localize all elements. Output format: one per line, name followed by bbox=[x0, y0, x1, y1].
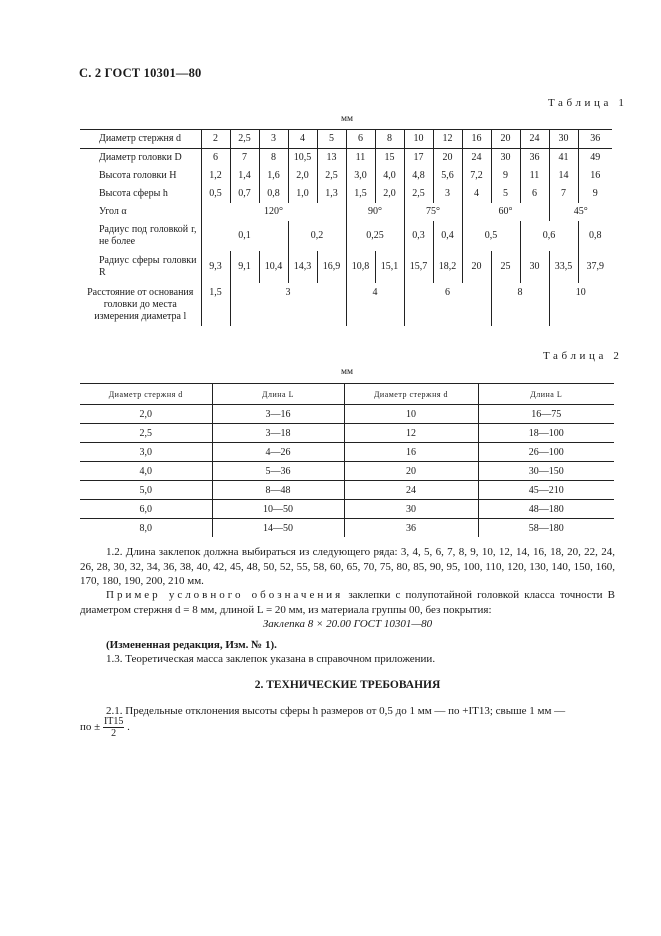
cell: 49 bbox=[578, 149, 612, 168]
cell: 120° bbox=[201, 203, 346, 221]
example-lead: Пример условного обозначения bbox=[106, 589, 344, 601]
table1-unit: мм bbox=[341, 114, 354, 124]
cell: 0,4 bbox=[433, 221, 462, 251]
table1-row-angle bbox=[80, 203, 612, 221]
cell: 6 bbox=[404, 283, 491, 326]
cell: 24 bbox=[520, 130, 549, 149]
cell: 10,4 bbox=[259, 251, 288, 283]
cell: 16 bbox=[462, 130, 491, 149]
paragraph-2-1: 2.1. Предельные отклонения высоты сферы h размеров от 0,5 до 1 мм — по +IT13; свыше 1 мм — bbox=[106, 705, 566, 717]
cell: 5—36 bbox=[212, 462, 344, 481]
table1-row-l bbox=[80, 283, 612, 326]
cell: 1,3 bbox=[317, 185, 346, 203]
cell: 5,0 bbox=[80, 481, 212, 500]
cell: 48—180 bbox=[478, 500, 614, 519]
row-label: Высота сферы h bbox=[80, 185, 201, 203]
row-label: Радиус под головкой r, не более bbox=[80, 221, 201, 251]
cell: 4,0 bbox=[375, 167, 404, 185]
cell: 2,0 bbox=[375, 185, 404, 203]
cell: 16 bbox=[344, 443, 478, 462]
cell: 4—26 bbox=[212, 443, 344, 462]
table1-row-D bbox=[80, 149, 612, 168]
cell: 1,5 bbox=[201, 283, 230, 326]
table-row bbox=[80, 405, 614, 424]
cell: 1,0 bbox=[288, 185, 317, 203]
cell: 45° bbox=[549, 203, 612, 221]
cell: 25 bbox=[491, 251, 520, 283]
cell: 3—16 bbox=[212, 405, 344, 424]
cell: 20 bbox=[433, 149, 462, 168]
table1-row-r bbox=[80, 221, 612, 251]
cell: 1,2 bbox=[201, 167, 230, 185]
cell: 10—50 bbox=[212, 500, 344, 519]
cell: 14 bbox=[549, 167, 578, 185]
cell: 2 bbox=[201, 130, 230, 149]
table1-row-d bbox=[80, 130, 612, 149]
cell: 12 bbox=[344, 424, 478, 443]
plusminus-prefix: по ± bbox=[80, 721, 101, 734]
cell: 41 bbox=[549, 149, 578, 168]
cell: 9,1 bbox=[230, 251, 259, 283]
col-header: Длина L bbox=[212, 384, 344, 405]
cell: 13 bbox=[317, 149, 346, 168]
cell: 3,0 bbox=[346, 167, 375, 185]
table1-caption: Таблица 1 bbox=[548, 97, 628, 109]
page-header: С. 2 ГОСТ 10301—80 bbox=[79, 66, 202, 80]
fraction-it15-over-2 bbox=[103, 716, 124, 739]
designation-example: Заклепка 8 × 20.00 ГОСТ 10301—80 bbox=[262, 618, 433, 630]
cell: 2,5 bbox=[230, 130, 259, 149]
cell: 0,25 bbox=[346, 221, 404, 251]
cell: 0,3 bbox=[404, 221, 433, 251]
cell: 7 bbox=[549, 185, 578, 203]
paragraph-example bbox=[80, 588, 615, 617]
table2-header-row bbox=[80, 384, 614, 405]
table-row bbox=[80, 500, 614, 519]
cell: 2,5 bbox=[80, 424, 212, 443]
cell: 18—100 bbox=[478, 424, 614, 443]
section-2-heading: 2. ТЕХНИЧЕСКИЕ ТРЕБОВАНИЯ bbox=[254, 679, 441, 691]
cell: 7,2 bbox=[462, 167, 491, 185]
cell: 9 bbox=[491, 167, 520, 185]
fraction-denominator: 2 bbox=[111, 728, 117, 739]
paragraph-2-1-tail bbox=[80, 716, 615, 739]
cell: 3 bbox=[230, 283, 346, 326]
cell: 2,0 bbox=[288, 167, 317, 185]
cell: 20 bbox=[344, 462, 478, 481]
cell: 4,0 bbox=[80, 462, 212, 481]
cell: 36 bbox=[344, 519, 478, 538]
paragraph-1-2: 1.2. Длина заклепок должна выбираться из следующего ряда: 3, 4, 5, 6, 7, 8, 9, 10, 12, 14, 16, 18, 20, 22, 24, 26, 28, 30, 32, 34, 36, 38, 40, 42, 45, 48, 50, 52, 55, 58, 60, 65, 70, 75, 80, 85, 90, 95, 100, 110, 120, 130, 140, 150, 160, 170, 180, 190, 200, 210 мм. bbox=[80, 546, 615, 587]
col-header: Длина L bbox=[478, 384, 614, 405]
table1-row-h bbox=[80, 185, 612, 203]
row-label: Радиус сферы головки R bbox=[80, 251, 201, 283]
cell: 2,0 bbox=[80, 405, 212, 424]
col-header: Диаметр стержня d bbox=[344, 384, 478, 405]
cell: 6,0 bbox=[80, 500, 212, 519]
row-label: Высота головки H bbox=[80, 167, 201, 185]
cell: 9,3 bbox=[201, 251, 230, 283]
cell: 2,5 bbox=[404, 185, 433, 203]
cell: 15,7 bbox=[404, 251, 433, 283]
cell: 0,6 bbox=[520, 221, 578, 251]
cell: 26—100 bbox=[478, 443, 614, 462]
paragraph-1-3: 1.3. Теоретическая масса заклепок указана в справочном приложении. bbox=[106, 653, 436, 665]
example-rest: заклепки с полупотайной головкой класса точности В диаметром стержня d = 8 мм, длиной L = 20 мм, из материала группы 00, без покрытия: bbox=[80, 589, 615, 616]
cell: 17 bbox=[404, 149, 433, 168]
cell: 18,2 bbox=[433, 251, 462, 283]
cell: 8 bbox=[375, 130, 404, 149]
cell: 1,5 bbox=[346, 185, 375, 203]
row-label: Угол α bbox=[80, 203, 201, 221]
cell: 8—48 bbox=[212, 481, 344, 500]
cell: 10 bbox=[404, 130, 433, 149]
cell: 4 bbox=[462, 185, 491, 203]
table1-row-R bbox=[80, 251, 612, 283]
cell: 8,0 bbox=[139, 522, 152, 534]
cell: 2,5 bbox=[317, 167, 346, 185]
cell: 10,8 bbox=[346, 251, 375, 283]
cell: 14,3 bbox=[288, 251, 317, 283]
table-row bbox=[80, 462, 614, 481]
cell: 3—18 bbox=[212, 424, 344, 443]
cell: 30—150 bbox=[478, 462, 614, 481]
table2-caption: Таблица 2 bbox=[543, 350, 623, 362]
cell: 3 bbox=[433, 185, 462, 203]
cell: 10 bbox=[549, 283, 612, 326]
cell: 30 bbox=[549, 130, 578, 149]
col-header: Диаметр стержня d bbox=[80, 384, 212, 405]
cell: 9 bbox=[578, 185, 612, 203]
table1 bbox=[80, 129, 612, 326]
cell: 45—210 bbox=[478, 481, 614, 500]
cell: 1,4 bbox=[230, 167, 259, 185]
table-row bbox=[80, 443, 614, 462]
cell: 24 bbox=[462, 149, 491, 168]
cell: 6 bbox=[346, 130, 375, 149]
cell: 0,1 bbox=[201, 221, 288, 251]
cell: 8 bbox=[259, 149, 288, 168]
cell: 11 bbox=[520, 167, 549, 185]
cell: 15 bbox=[375, 149, 404, 168]
cell: 5,6 bbox=[433, 167, 462, 185]
cell: 0,8 bbox=[578, 221, 612, 251]
cell: 90° bbox=[346, 203, 404, 221]
cell: 4 bbox=[346, 283, 404, 326]
cell: 33,5 bbox=[549, 251, 578, 283]
row-label: Расстояние от основания головки до места измерения диаметра l bbox=[80, 283, 201, 326]
cell: 37,9 bbox=[578, 251, 612, 283]
table-row bbox=[80, 481, 614, 500]
cell: 0,5 bbox=[201, 185, 230, 203]
revision-note: (Измененная редакция, Изм. № 1). bbox=[106, 639, 277, 651]
cell: 36 bbox=[520, 149, 549, 168]
cell: 16 bbox=[578, 167, 612, 185]
table2 bbox=[80, 383, 614, 537]
cell: 4 bbox=[288, 130, 317, 149]
cell: 1,6 bbox=[259, 167, 288, 185]
cell: 14—50 bbox=[212, 519, 344, 538]
cell: 8 bbox=[491, 283, 549, 326]
cell: 24 bbox=[344, 481, 478, 500]
cell: 16—75 bbox=[478, 405, 614, 424]
cell: 36 bbox=[578, 130, 612, 149]
cell: 75° bbox=[404, 203, 462, 221]
cell: 15,1 bbox=[375, 251, 404, 283]
cell: 12 bbox=[433, 130, 462, 149]
cell: 10 bbox=[344, 405, 478, 424]
cell: 58—180 bbox=[478, 519, 614, 538]
cell: 20 bbox=[462, 251, 491, 283]
cell: 0,7 bbox=[230, 185, 259, 203]
cell: 6 bbox=[520, 185, 549, 203]
cell: 11 bbox=[346, 149, 375, 168]
cell: 3 bbox=[259, 130, 288, 149]
cell: 5 bbox=[317, 130, 346, 149]
cell: 4,8 bbox=[404, 167, 433, 185]
cell: 20 bbox=[491, 130, 520, 149]
cell: 0,5 bbox=[462, 221, 520, 251]
table1-row-H bbox=[80, 167, 612, 185]
table2-unit: мм bbox=[341, 367, 354, 377]
cell: 5 bbox=[491, 185, 520, 203]
cell: 6 bbox=[201, 149, 230, 168]
table-row bbox=[80, 424, 614, 443]
table-row bbox=[80, 519, 614, 538]
cell: 30 bbox=[520, 251, 549, 283]
cell: 0,2 bbox=[288, 221, 346, 251]
row-label: Диаметр головки D bbox=[80, 149, 201, 168]
cell: 30 bbox=[344, 500, 478, 519]
row-label: Диаметр стержня d bbox=[80, 130, 201, 149]
cell: 16,9 bbox=[317, 251, 346, 283]
cell: 7 bbox=[230, 149, 259, 168]
cell: 30 bbox=[491, 149, 520, 168]
cell: 10,5 bbox=[288, 149, 317, 168]
cell: 3,0 bbox=[80, 443, 212, 462]
sentence-end: . bbox=[127, 721, 130, 734]
fraction-numerator: IT15 bbox=[103, 716, 124, 727]
cell: 0,8 bbox=[259, 185, 288, 203]
cell: 60° bbox=[462, 203, 549, 221]
